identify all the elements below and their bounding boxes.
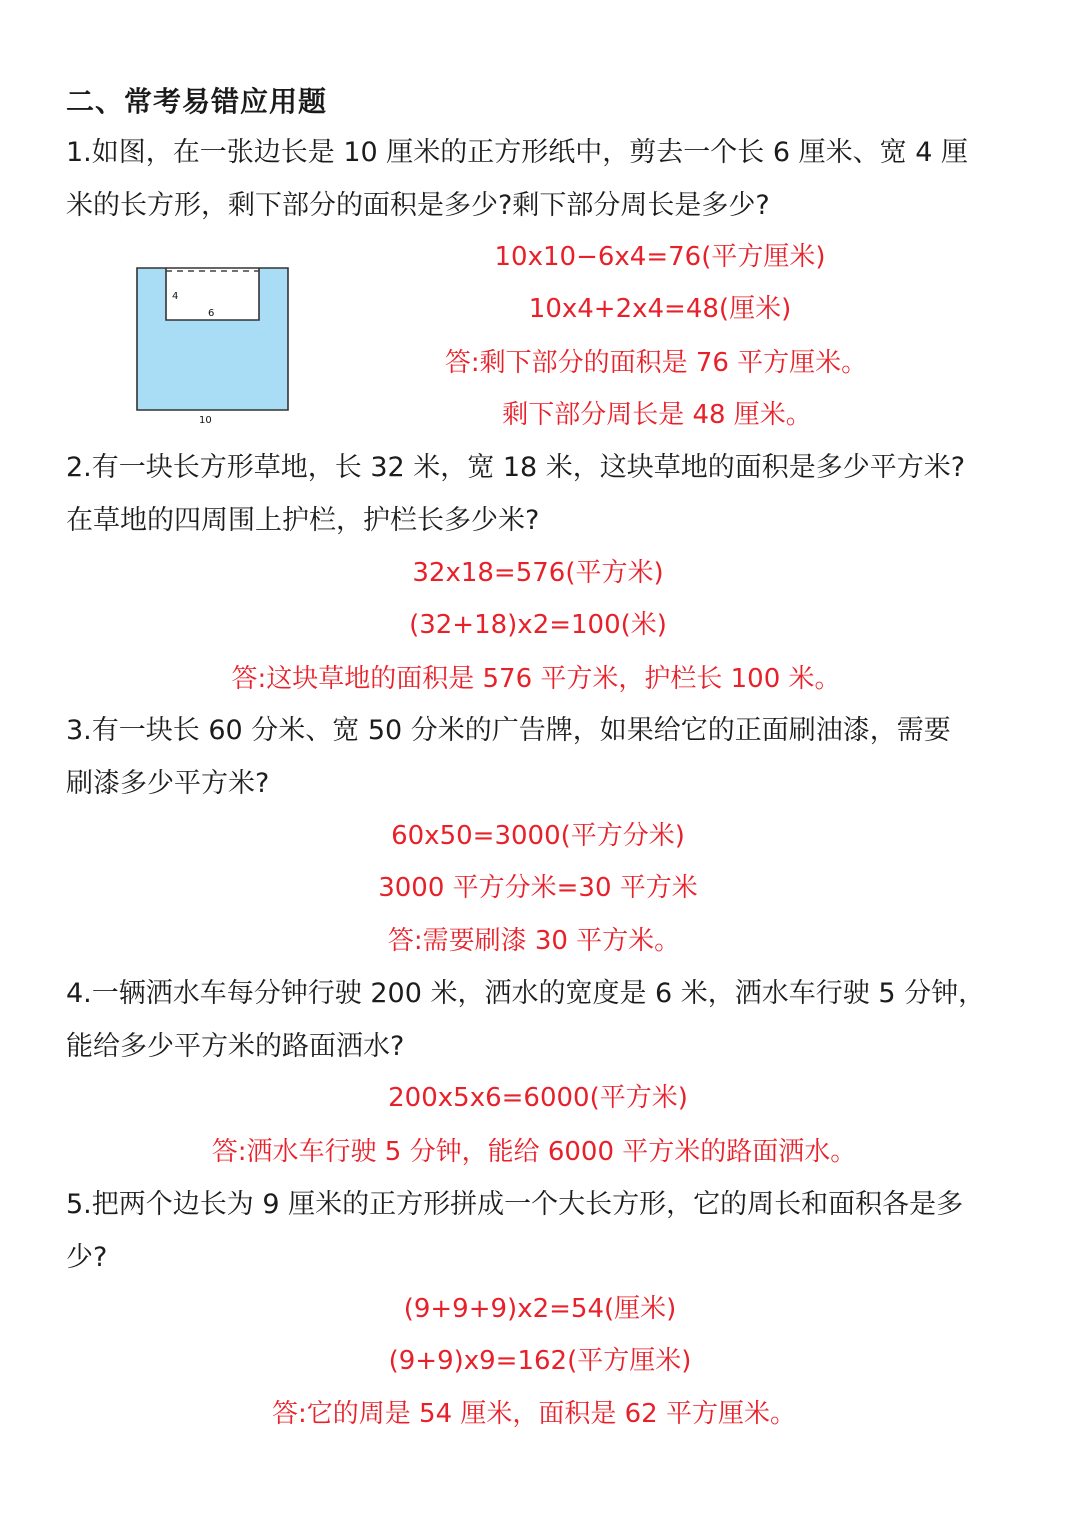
q3-answer-line-1: 60x50=3000(平方分米) — [391, 821, 685, 851]
q2-answer-line-3: 答:这块草地的面积是 576 平方米，护栏长 100 米。 — [231, 664, 841, 694]
question-4-line-2: 能给多少平方米的路面洒水? — [66, 1031, 405, 1062]
question-5-line-2: 少? — [66, 1242, 108, 1273]
question-3-line-2: 刷漆多少平方米? — [66, 768, 270, 799]
q5-answer-line-1: (9+9+9)x2=54(厘米) — [403, 1294, 677, 1324]
question-3-line-1: 3.有一块长 60 分米、宽 50 分米的广告牌，如果给它的正面刷油漆，需要 — [66, 715, 951, 746]
question-4-line-1: 4.一辆洒水车每分钟行驶 200 米，洒水的宽度是 6 米，洒水车行驶 5 分钟， — [66, 978, 986, 1009]
section-title: 二、常考易错应用题 — [66, 85, 328, 118]
q2-answer-line-1: 32x18=576(平方米) — [412, 558, 664, 588]
q2-answer-line-2: (32+18)x2=100(米) — [409, 610, 667, 640]
q5-answer-line-2: (9+9)x9=162(平方厘米) — [388, 1346, 692, 1376]
q1-answer-line-4: 剩下部分周长是 48 厘米。 — [502, 400, 812, 430]
figure-label-10: 10 — [199, 415, 212, 426]
q4-answer-line-1: 200x5x6=6000(平方米) — [388, 1083, 688, 1113]
question-1-line-2: 米的长方形，剩下部分的面积是多少?剩下部分周长是多少? — [66, 190, 770, 221]
figure-label-6: 6 — [208, 308, 215, 319]
q3-answer-line-3: 答:需要刷漆 30 平方米。 — [387, 926, 681, 956]
q5-answer-line-3: 答:它的周是 54 厘米，面积是 62 平方厘米。 — [272, 1399, 796, 1429]
question-2-line-1: 2.有一块长方形草地，长 32 米，宽 18 米，这块草地的面积是多少平方米? — [66, 452, 966, 483]
q1-answer-line-2: 10x4+2x4=48(厘米) — [528, 294, 792, 324]
remaining-paper-shape — [137, 268, 288, 410]
q1-answer-line-1: 10x10−6x4=76(平方厘米) — [494, 242, 826, 272]
cut-square-figure — [120, 255, 310, 435]
q3-answer-line-2: 3000 平方分米=30 平方米 — [378, 873, 698, 903]
q4-answer-line-2: 答:洒水车行驶 5 分钟，能给 6000 平方米的路面洒水。 — [211, 1137, 857, 1167]
question-2-line-2: 在草地的四周围上护栏，护栏长多少米? — [66, 505, 540, 536]
question-5-line-1: 5.把两个边长为 9 厘米的正方形拼成一个大长方形，它的周长和面积各是多 — [66, 1189, 964, 1220]
question-1-line-1: 1.如图，在一张边长是 10 厘米的正方形纸中，剪去一个长 6 厘米、宽 4 厘 — [66, 137, 968, 168]
q1-answer-line-3: 答:剩下部分的面积是 76 平方厘米。 — [444, 348, 868, 378]
figure-label-4: 4 — [172, 291, 179, 302]
